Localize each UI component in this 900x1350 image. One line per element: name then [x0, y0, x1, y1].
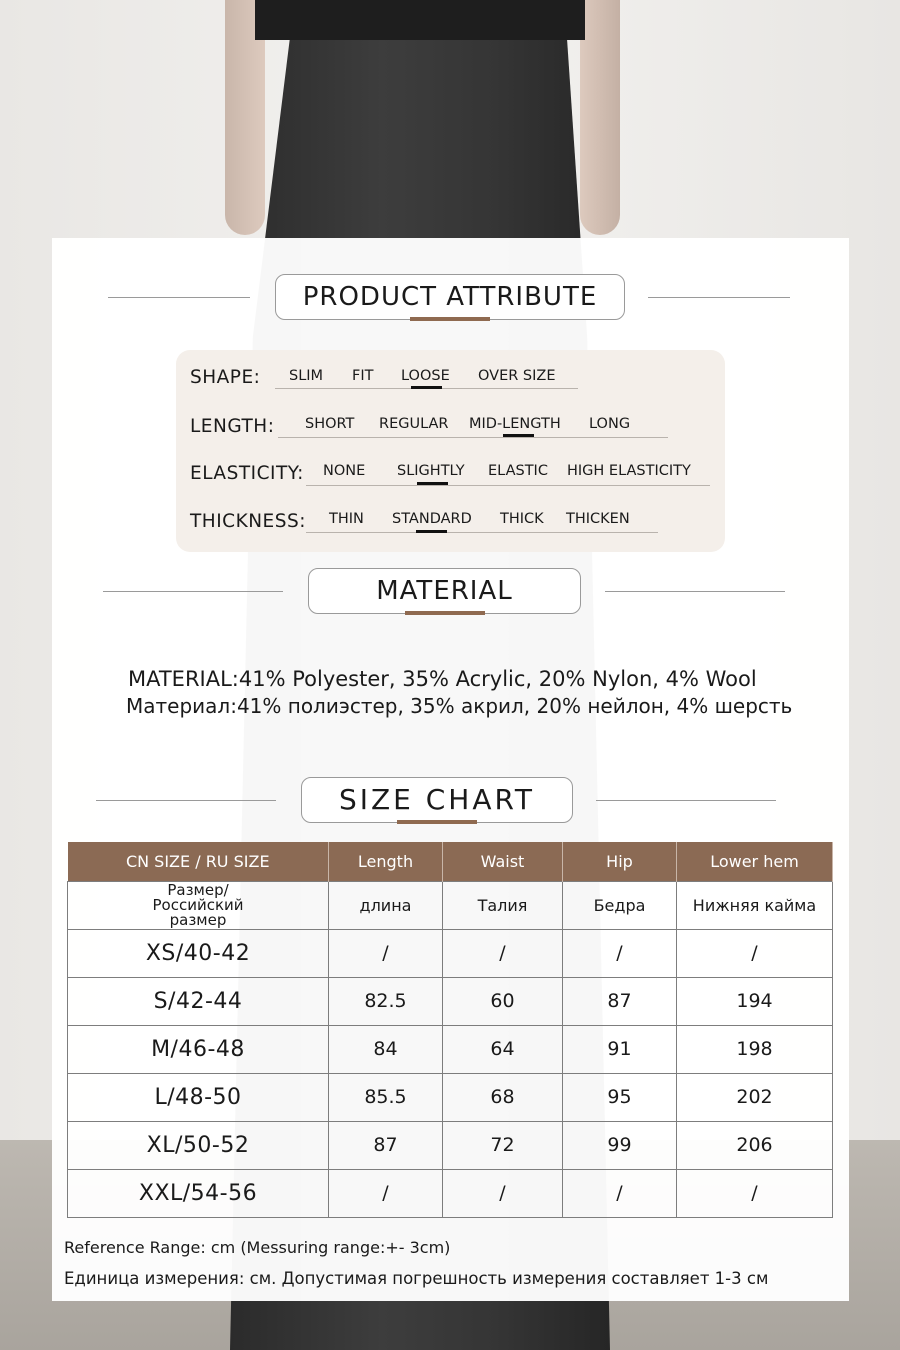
option-thicken: THICKEN	[566, 511, 630, 527]
option-fit: FIT	[352, 368, 374, 384]
column-header-waist: Waist	[443, 842, 563, 881]
column-header-lower-hem: Lower hem	[677, 842, 833, 881]
column-header-size: CN SIZE / RU SIZE	[68, 842, 329, 881]
size-cell: XS/40-42	[68, 929, 329, 977]
table-row	[68, 1025, 833, 1073]
option-mid-length: MID-LENGTH	[469, 416, 561, 432]
column-header-waist-ru: Талия	[443, 881, 563, 929]
hip-cell: 95	[563, 1073, 677, 1121]
waist-cell: /	[443, 1169, 563, 1217]
size-chart-heading: SIZE CHART	[301, 777, 573, 823]
waist-cell: 68	[443, 1073, 563, 1121]
waist-cell: 72	[443, 1121, 563, 1169]
column-header-lower-hem-ru: Нижняя кайма	[677, 881, 833, 929]
column-header-length-ru: длина	[329, 881, 443, 929]
size-cell: XL/50-52	[68, 1121, 329, 1169]
option-short: SHORT	[305, 416, 355, 432]
option-slim: SLIM	[289, 368, 324, 384]
lower-hem-cell: /	[677, 1169, 833, 1217]
option-none: NONE	[323, 463, 366, 479]
size-chart-table	[67, 842, 833, 1218]
lower-hem-cell: 202	[677, 1073, 833, 1121]
measurement-note-ru: Единица измерения: см. Допустимая погрешность измерения составляет 1-3 см	[64, 1269, 769, 1288]
option-elastic: ELASTIC	[488, 463, 548, 479]
hip-cell: /	[563, 929, 677, 977]
size-cell: S/42-44	[68, 977, 329, 1025]
table-row	[68, 1169, 833, 1217]
length-cell: 87	[329, 1121, 443, 1169]
selected-marker-thickness	[416, 530, 447, 533]
option-high-elasticity: HIGH ELASTICITY	[567, 463, 691, 479]
attr-label-shape: SHAPE:	[190, 367, 261, 388]
attr-label-elasticity: ELASTICITY:	[190, 463, 304, 484]
table-row	[68, 929, 833, 977]
material-composition-ru: Материал:41% полиэстер, 35% акрил, 20% нейлон, 4% шерсть	[126, 694, 793, 718]
option-slightly: SLIGHTLY	[397, 463, 465, 479]
option-over-size: OVER SIZE	[478, 368, 556, 384]
table-header-ru-row	[68, 881, 833, 929]
waist-cell: 64	[443, 1025, 563, 1073]
length-cell: 85.5	[329, 1073, 443, 1121]
length-cell: 82.5	[329, 977, 443, 1025]
size-cell: XXL/54-56	[68, 1169, 329, 1217]
table-header-row	[68, 842, 833, 881]
selected-marker-length	[503, 434, 534, 437]
table-row	[68, 1121, 833, 1169]
column-header-size-ru: Размер/Российский размер	[68, 881, 329, 929]
hip-cell: 91	[563, 1025, 677, 1073]
lower-hem-cell: 194	[677, 977, 833, 1025]
column-header-hip: Hip	[563, 842, 677, 881]
reference-range-note: Reference Range: cm (Messuring range:+- 3cm)	[64, 1238, 451, 1257]
lower-hem-cell: 206	[677, 1121, 833, 1169]
hip-cell: 87	[563, 977, 677, 1025]
column-header-length: Length	[329, 842, 443, 881]
length-cell: 84	[329, 1025, 443, 1073]
selected-marker-elasticity	[417, 482, 448, 485]
option-long: LONG	[589, 416, 631, 432]
table-row	[68, 1073, 833, 1121]
length-cell: /	[329, 1169, 443, 1217]
product-attribute-heading: PRODUCT ATTRIBUTE	[275, 274, 625, 320]
hip-cell: /	[563, 1169, 677, 1217]
attr-label-thickness: THICKNESS:	[190, 511, 306, 532]
size-cell: L/48-50	[68, 1073, 329, 1121]
option-thick: THICK	[500, 511, 544, 527]
hip-cell: 99	[563, 1121, 677, 1169]
length-cell: /	[329, 929, 443, 977]
waist-cell: /	[443, 929, 563, 977]
waist-cell: 60	[443, 977, 563, 1025]
option-loose: LOOSE	[401, 368, 450, 384]
material-heading: MATERIAL	[308, 568, 581, 614]
attr-label-length: LENGTH:	[190, 416, 275, 437]
size-cell: M/46-48	[68, 1025, 329, 1073]
table-row	[68, 977, 833, 1025]
option-regular: REGULAR	[379, 416, 449, 432]
material-composition-en: MATERIAL:41% Polyester, 35% Acrylic, 20% Nylon, 4% Wool	[128, 667, 757, 691]
column-header-hip-ru: Бедра	[563, 881, 677, 929]
option-standard: STANDARD	[392, 511, 472, 527]
lower-hem-cell: 198	[677, 1025, 833, 1073]
lower-hem-cell: /	[677, 929, 833, 977]
option-thin: THIN	[329, 511, 364, 527]
selected-marker-shape	[411, 386, 442, 389]
